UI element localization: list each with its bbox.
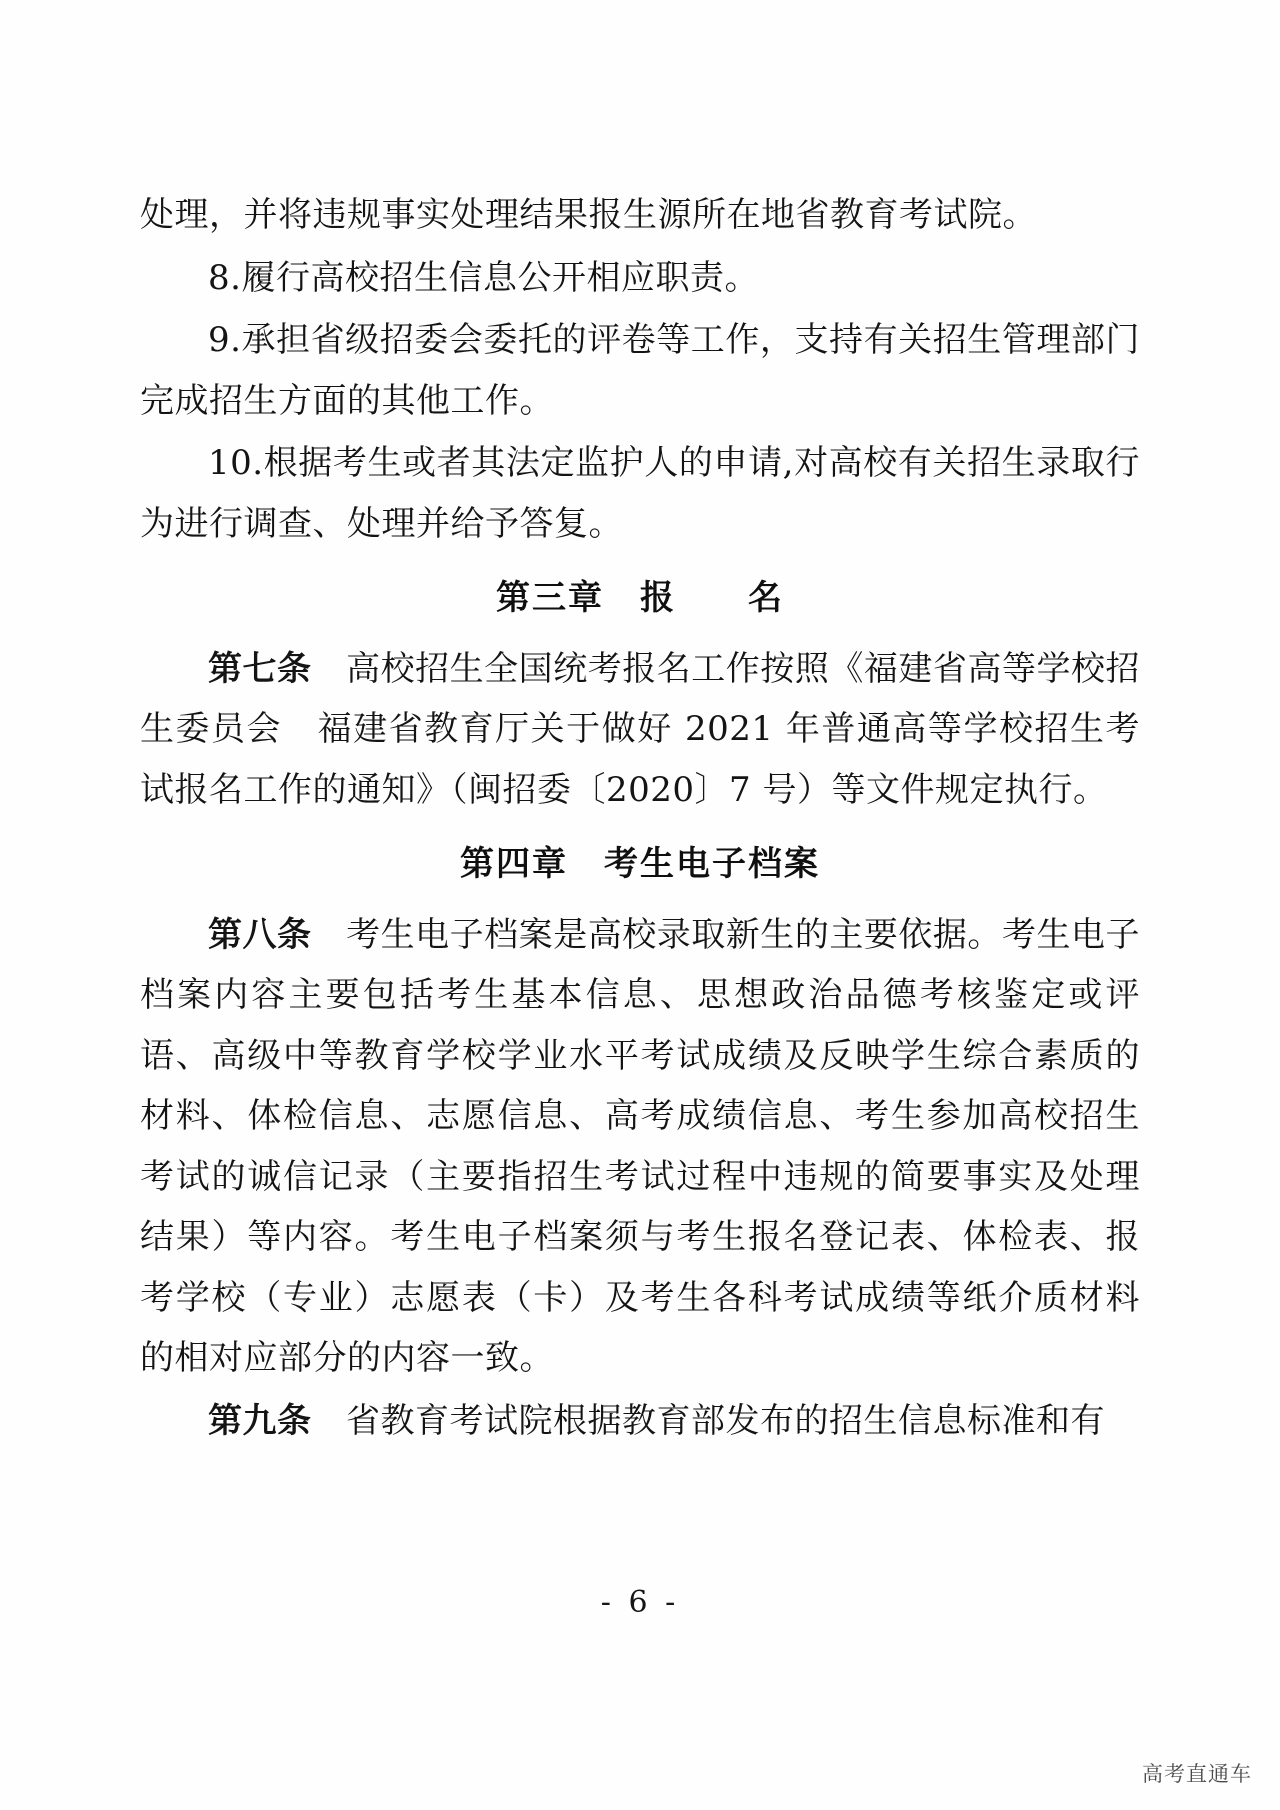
article-seven-label: 第七条 — [208, 648, 312, 689]
chapter-four-heading: 第四章 考生电子档案 — [460, 844, 820, 885]
article-nine-paragraph — [140, 1391, 1140, 1452]
article-nine-text: 省教育考试院根据教育部发布的招生信息标准和有 — [311, 1400, 1105, 1441]
article-nine-label: 第九条 — [208, 1400, 312, 1441]
article-eight-label: 第八条 — [208, 914, 312, 955]
chapter-three-heading: 第三章 报 名 — [496, 578, 784, 619]
article-seven-text: 高校招生全国统考报名工作按照《福建省高等学校招生委员会 福建省教育厅关于做好 2021 年普通高等学校招生考试报名工作的通知》（闽招委〔2020〕7 号）等文件规定执行。 — [140, 648, 1141, 810]
paragraph-item-8: 8.履行高校招生信息公开相应职责。 — [208, 257, 759, 298]
article-seven-paragraph — [140, 639, 1140, 821]
watermark-label: 高考直通车 — [1142, 1762, 1252, 1786]
page-number: - 6 - — [600, 1585, 680, 1620]
article-eight-text: 考生电子档案是高校录取新生的主要依据。考生电子档案内容主要包括考生基本信息、思想政治品德考核鉴定或评语、高级中等教育学校学业水平考试成绩及反映学生综合素质的材料、体检信息、志愿信息、高考成绩信息、考生参加高校招生考试的诚信记录（主要指招生考试过程中违规的简要事实及处理结果）等内容。考生电子档案须与考生报名登记表、体检表、报考学校（专业）志愿表（卡）及考生各科考试成绩等纸介质材料的相对应部分的内容一致。 — [140, 914, 1141, 1379]
paragraph-item-9: 9.承担省级招委会委托的评卷等工作，支持有关招生管理部门完成招生方面的其他工作。 — [140, 320, 1140, 421]
paragraph-continued: 处理，并将违规事实处理结果报生源所在地省教育考试院。 — [140, 195, 1037, 235]
paragraph-item-10: 10.根据考生或者其法定监护人的申请,对高校有关招生录取行为进行调查、处理并给予答复。 — [140, 443, 1140, 544]
article-eight-paragraph — [140, 905, 1140, 1389]
page-body — [140, 185, 1140, 1453]
